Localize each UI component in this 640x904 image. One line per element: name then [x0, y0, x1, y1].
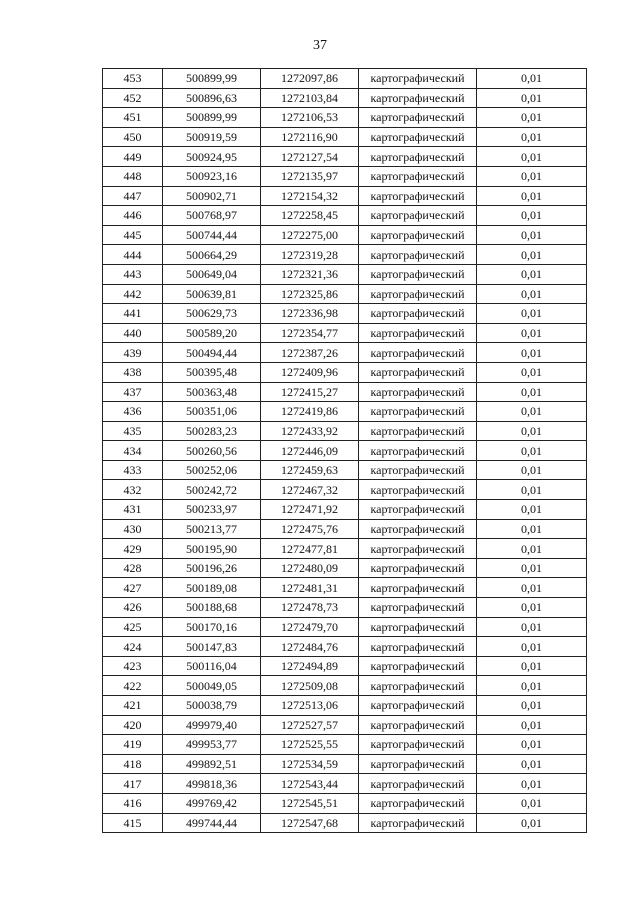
accuracy-cell: 0,01: [477, 382, 587, 402]
x-coordinate-cell: 500899,99: [163, 108, 261, 128]
method-cell: картографический: [359, 813, 477, 833]
y-coordinate-cell: 1272116,90: [261, 127, 359, 147]
method-cell: картографический: [359, 382, 477, 402]
method-cell: картографический: [359, 637, 477, 657]
table-row: [103, 637, 587, 657]
accuracy-cell: 0,01: [477, 598, 587, 618]
point-number-cell: 416: [103, 793, 163, 813]
point-number-cell: 451: [103, 108, 163, 128]
accuracy-cell: 0,01: [477, 637, 587, 657]
method-cell: картографический: [359, 166, 477, 186]
x-coordinate-cell: 500494,44: [163, 343, 261, 363]
point-number-cell: 446: [103, 206, 163, 226]
table-row: [103, 147, 587, 167]
accuracy-cell: 0,01: [477, 362, 587, 382]
method-cell: картографический: [359, 186, 477, 206]
method-cell: картографический: [359, 715, 477, 735]
method-cell: картографический: [359, 147, 477, 167]
table-row: [103, 656, 587, 676]
x-coordinate-cell: 500283,23: [163, 421, 261, 441]
accuracy-cell: 0,01: [477, 617, 587, 637]
accuracy-cell: 0,01: [477, 264, 587, 284]
table-row: [103, 754, 587, 774]
y-coordinate-cell: 1272481,31: [261, 578, 359, 598]
y-coordinate-cell: 1272336,98: [261, 304, 359, 324]
method-cell: картографический: [359, 441, 477, 461]
accuracy-cell: 0,01: [477, 793, 587, 813]
table-row: [103, 793, 587, 813]
method-cell: картографический: [359, 69, 477, 89]
point-number-cell: 419: [103, 735, 163, 755]
table-row: [103, 402, 587, 422]
method-cell: картографический: [359, 617, 477, 637]
accuracy-cell: 0,01: [477, 343, 587, 363]
x-coordinate-cell: 500196,26: [163, 558, 261, 578]
y-coordinate-cell: 1272127,54: [261, 147, 359, 167]
x-coordinate-cell: 500188,68: [163, 598, 261, 618]
y-coordinate-cell: 1272513,06: [261, 696, 359, 716]
y-coordinate-cell: 1272527,57: [261, 715, 359, 735]
table-row: [103, 166, 587, 186]
point-number-cell: 429: [103, 539, 163, 559]
x-coordinate-cell: 500896,63: [163, 88, 261, 108]
x-coordinate-cell: 500363,48: [163, 382, 261, 402]
table-row: [103, 362, 587, 382]
y-coordinate-cell: 1272477,81: [261, 539, 359, 559]
method-cell: картографический: [359, 480, 477, 500]
accuracy-cell: 0,01: [477, 127, 587, 147]
table-row: [103, 480, 587, 500]
point-number-cell: 425: [103, 617, 163, 637]
y-coordinate-cell: 1272387,26: [261, 343, 359, 363]
x-coordinate-cell: 499953,77: [163, 735, 261, 755]
table-row: [103, 69, 587, 89]
point-number-cell: 434: [103, 441, 163, 461]
table-row: [103, 421, 587, 441]
method-cell: картографический: [359, 343, 477, 363]
y-coordinate-cell: 1272459,63: [261, 460, 359, 480]
y-coordinate-cell: 1272258,45: [261, 206, 359, 226]
coordinates-table: [102, 68, 587, 833]
y-coordinate-cell: 1272275,00: [261, 225, 359, 245]
method-cell: картографический: [359, 108, 477, 128]
point-number-cell: 437: [103, 382, 163, 402]
point-number-cell: 436: [103, 402, 163, 422]
table-row: [103, 617, 587, 637]
x-coordinate-cell: 500213,77: [163, 519, 261, 539]
table-row: [103, 696, 587, 716]
point-number-cell: 450: [103, 127, 163, 147]
method-cell: картографический: [359, 578, 477, 598]
table-row: [103, 676, 587, 696]
table-row: [103, 88, 587, 108]
y-coordinate-cell: 1272354,77: [261, 323, 359, 343]
accuracy-cell: 0,01: [477, 519, 587, 539]
method-cell: картографический: [359, 676, 477, 696]
table-row: [103, 127, 587, 147]
y-coordinate-cell: 1272479,70: [261, 617, 359, 637]
accuracy-cell: 0,01: [477, 88, 587, 108]
x-coordinate-cell: 500116,04: [163, 656, 261, 676]
accuracy-cell: 0,01: [477, 696, 587, 716]
x-coordinate-cell: 500395,48: [163, 362, 261, 382]
y-coordinate-cell: 1272319,28: [261, 245, 359, 265]
x-coordinate-cell: 500649,04: [163, 264, 261, 284]
point-number-cell: 427: [103, 578, 163, 598]
method-cell: картографический: [359, 245, 477, 265]
accuracy-cell: 0,01: [477, 754, 587, 774]
method-cell: картографический: [359, 539, 477, 559]
table-row: [103, 519, 587, 539]
accuracy-cell: 0,01: [477, 284, 587, 304]
point-number-cell: 428: [103, 558, 163, 578]
accuracy-cell: 0,01: [477, 402, 587, 422]
table-row: [103, 323, 587, 343]
method-cell: картографический: [359, 558, 477, 578]
table-row: [103, 539, 587, 559]
point-number-cell: 449: [103, 147, 163, 167]
y-coordinate-cell: 1272475,76: [261, 519, 359, 539]
method-cell: картографический: [359, 362, 477, 382]
y-coordinate-cell: 1272154,32: [261, 186, 359, 206]
method-cell: картографический: [359, 225, 477, 245]
page-number: 37: [313, 38, 327, 53]
y-coordinate-cell: 1272097,86: [261, 69, 359, 89]
accuracy-cell: 0,01: [477, 539, 587, 559]
method-cell: картографический: [359, 793, 477, 813]
method-cell: картографический: [359, 754, 477, 774]
table-row: [103, 715, 587, 735]
y-coordinate-cell: 1272471,92: [261, 500, 359, 520]
method-cell: картографический: [359, 696, 477, 716]
x-coordinate-cell: 499818,36: [163, 774, 261, 794]
point-number-cell: 418: [103, 754, 163, 774]
point-number-cell: 438: [103, 362, 163, 382]
point-number-cell: 435: [103, 421, 163, 441]
point-number-cell: 420: [103, 715, 163, 735]
y-coordinate-cell: 1272543,44: [261, 774, 359, 794]
accuracy-cell: 0,01: [477, 304, 587, 324]
accuracy-cell: 0,01: [477, 460, 587, 480]
x-coordinate-cell: 500899,99: [163, 69, 261, 89]
x-coordinate-cell: 500049,05: [163, 676, 261, 696]
y-coordinate-cell: 1272467,32: [261, 480, 359, 500]
y-coordinate-cell: 1272446,09: [261, 441, 359, 461]
x-coordinate-cell: 500242,72: [163, 480, 261, 500]
x-coordinate-cell: 500038,79: [163, 696, 261, 716]
y-coordinate-cell: 1272135,97: [261, 166, 359, 186]
table-row: [103, 245, 587, 265]
method-cell: картографический: [359, 519, 477, 539]
y-coordinate-cell: 1272484,76: [261, 637, 359, 657]
method-cell: картографический: [359, 656, 477, 676]
x-coordinate-cell: 500923,16: [163, 166, 261, 186]
y-coordinate-cell: 1272103,84: [261, 88, 359, 108]
table-row: [103, 558, 587, 578]
point-number-cell: 432: [103, 480, 163, 500]
point-number-cell: 431: [103, 500, 163, 520]
table-row: [103, 774, 587, 794]
accuracy-cell: 0,01: [477, 166, 587, 186]
y-coordinate-cell: 1272480,09: [261, 558, 359, 578]
accuracy-cell: 0,01: [477, 578, 587, 598]
table-row: [103, 598, 587, 618]
accuracy-cell: 0,01: [477, 480, 587, 500]
table-row: [103, 813, 587, 833]
x-coordinate-cell: 500189,08: [163, 578, 261, 598]
table-row: [103, 441, 587, 461]
y-coordinate-cell: 1272509,08: [261, 676, 359, 696]
accuracy-cell: 0,01: [477, 108, 587, 128]
accuracy-cell: 0,01: [477, 186, 587, 206]
y-coordinate-cell: 1272534,59: [261, 754, 359, 774]
accuracy-cell: 0,01: [477, 147, 587, 167]
accuracy-cell: 0,01: [477, 656, 587, 676]
point-number-cell: 440: [103, 323, 163, 343]
method-cell: картографический: [359, 421, 477, 441]
method-cell: картографический: [359, 127, 477, 147]
table-row: [103, 186, 587, 206]
method-cell: картографический: [359, 402, 477, 422]
point-number-cell: 453: [103, 69, 163, 89]
point-number-cell: 426: [103, 598, 163, 618]
x-coordinate-cell: 500924,95: [163, 147, 261, 167]
y-coordinate-cell: 1272106,53: [261, 108, 359, 128]
accuracy-cell: 0,01: [477, 206, 587, 226]
method-cell: картографический: [359, 88, 477, 108]
y-coordinate-cell: 1272419,86: [261, 402, 359, 422]
x-coordinate-cell: 500744,44: [163, 225, 261, 245]
point-number-cell: 417: [103, 774, 163, 794]
x-coordinate-cell: 500351,06: [163, 402, 261, 422]
x-coordinate-cell: 500902,71: [163, 186, 261, 206]
method-cell: картографический: [359, 500, 477, 520]
point-number-cell: 441: [103, 304, 163, 324]
point-number-cell: 443: [103, 264, 163, 284]
method-cell: картографический: [359, 304, 477, 324]
point-number-cell: 421: [103, 696, 163, 716]
point-number-cell: 423: [103, 656, 163, 676]
x-coordinate-cell: 500170,16: [163, 617, 261, 637]
y-coordinate-cell: 1272325,86: [261, 284, 359, 304]
x-coordinate-cell: 500589,20: [163, 323, 261, 343]
accuracy-cell: 0,01: [477, 421, 587, 441]
point-number-cell: 430: [103, 519, 163, 539]
y-coordinate-cell: 1272478,73: [261, 598, 359, 618]
x-coordinate-cell: 500768,97: [163, 206, 261, 226]
point-number-cell: 433: [103, 460, 163, 480]
y-coordinate-cell: 1272545,51: [261, 793, 359, 813]
table-row: [103, 225, 587, 245]
method-cell: картографический: [359, 598, 477, 618]
x-coordinate-cell: 499769,42: [163, 793, 261, 813]
accuracy-cell: 0,01: [477, 225, 587, 245]
y-coordinate-cell: 1272409,96: [261, 362, 359, 382]
method-cell: картографический: [359, 774, 477, 794]
point-number-cell: 422: [103, 676, 163, 696]
table-row: [103, 500, 587, 520]
point-number-cell: 448: [103, 166, 163, 186]
table-row: [103, 284, 587, 304]
point-number-cell: 445: [103, 225, 163, 245]
x-coordinate-cell: 500664,29: [163, 245, 261, 265]
x-coordinate-cell: 500639,81: [163, 284, 261, 304]
accuracy-cell: 0,01: [477, 774, 587, 794]
y-coordinate-cell: 1272494,89: [261, 656, 359, 676]
table-row: [103, 382, 587, 402]
table-row: [103, 108, 587, 128]
accuracy-cell: 0,01: [477, 441, 587, 461]
accuracy-cell: 0,01: [477, 245, 587, 265]
y-coordinate-cell: 1272415,27: [261, 382, 359, 402]
point-number-cell: 442: [103, 284, 163, 304]
accuracy-cell: 0,01: [477, 558, 587, 578]
point-number-cell: 424: [103, 637, 163, 657]
table-row: [103, 343, 587, 363]
method-cell: картографический: [359, 264, 477, 284]
x-coordinate-cell: 500919,59: [163, 127, 261, 147]
accuracy-cell: 0,01: [477, 676, 587, 696]
accuracy-cell: 0,01: [477, 735, 587, 755]
y-coordinate-cell: 1272547,68: [261, 813, 359, 833]
accuracy-cell: 0,01: [477, 715, 587, 735]
x-coordinate-cell: 500195,90: [163, 539, 261, 559]
accuracy-cell: 0,01: [477, 813, 587, 833]
method-cell: картографический: [359, 735, 477, 755]
point-number-cell: 452: [103, 88, 163, 108]
accuracy-cell: 0,01: [477, 500, 587, 520]
x-coordinate-cell: 500629,73: [163, 304, 261, 324]
x-coordinate-cell: 500147,83: [163, 637, 261, 657]
y-coordinate-cell: 1272433,92: [261, 421, 359, 441]
y-coordinate-cell: 1272321,36: [261, 264, 359, 284]
table-row: [103, 460, 587, 480]
method-cell: картографический: [359, 206, 477, 226]
x-coordinate-cell: 499979,40: [163, 715, 261, 735]
method-cell: картографический: [359, 284, 477, 304]
y-coordinate-cell: 1272525,55: [261, 735, 359, 755]
method-cell: картографический: [359, 460, 477, 480]
method-cell: картографический: [359, 323, 477, 343]
x-coordinate-cell: 500233,97: [163, 500, 261, 520]
table-row: [103, 206, 587, 226]
accuracy-cell: 0,01: [477, 323, 587, 343]
coordinates-table-body: [103, 69, 587, 833]
table-row: [103, 735, 587, 755]
x-coordinate-cell: 499892,51: [163, 754, 261, 774]
point-number-cell: 415: [103, 813, 163, 833]
x-coordinate-cell: 500252,06: [163, 460, 261, 480]
x-coordinate-cell: 499744,44: [163, 813, 261, 833]
accuracy-cell: 0,01: [477, 69, 587, 89]
point-number-cell: 439: [103, 343, 163, 363]
x-coordinate-cell: 500260,56: [163, 441, 261, 461]
table-row: [103, 264, 587, 284]
point-number-cell: 447: [103, 186, 163, 206]
table-row: [103, 304, 587, 324]
point-number-cell: 444: [103, 245, 163, 265]
table-row: [103, 578, 587, 598]
